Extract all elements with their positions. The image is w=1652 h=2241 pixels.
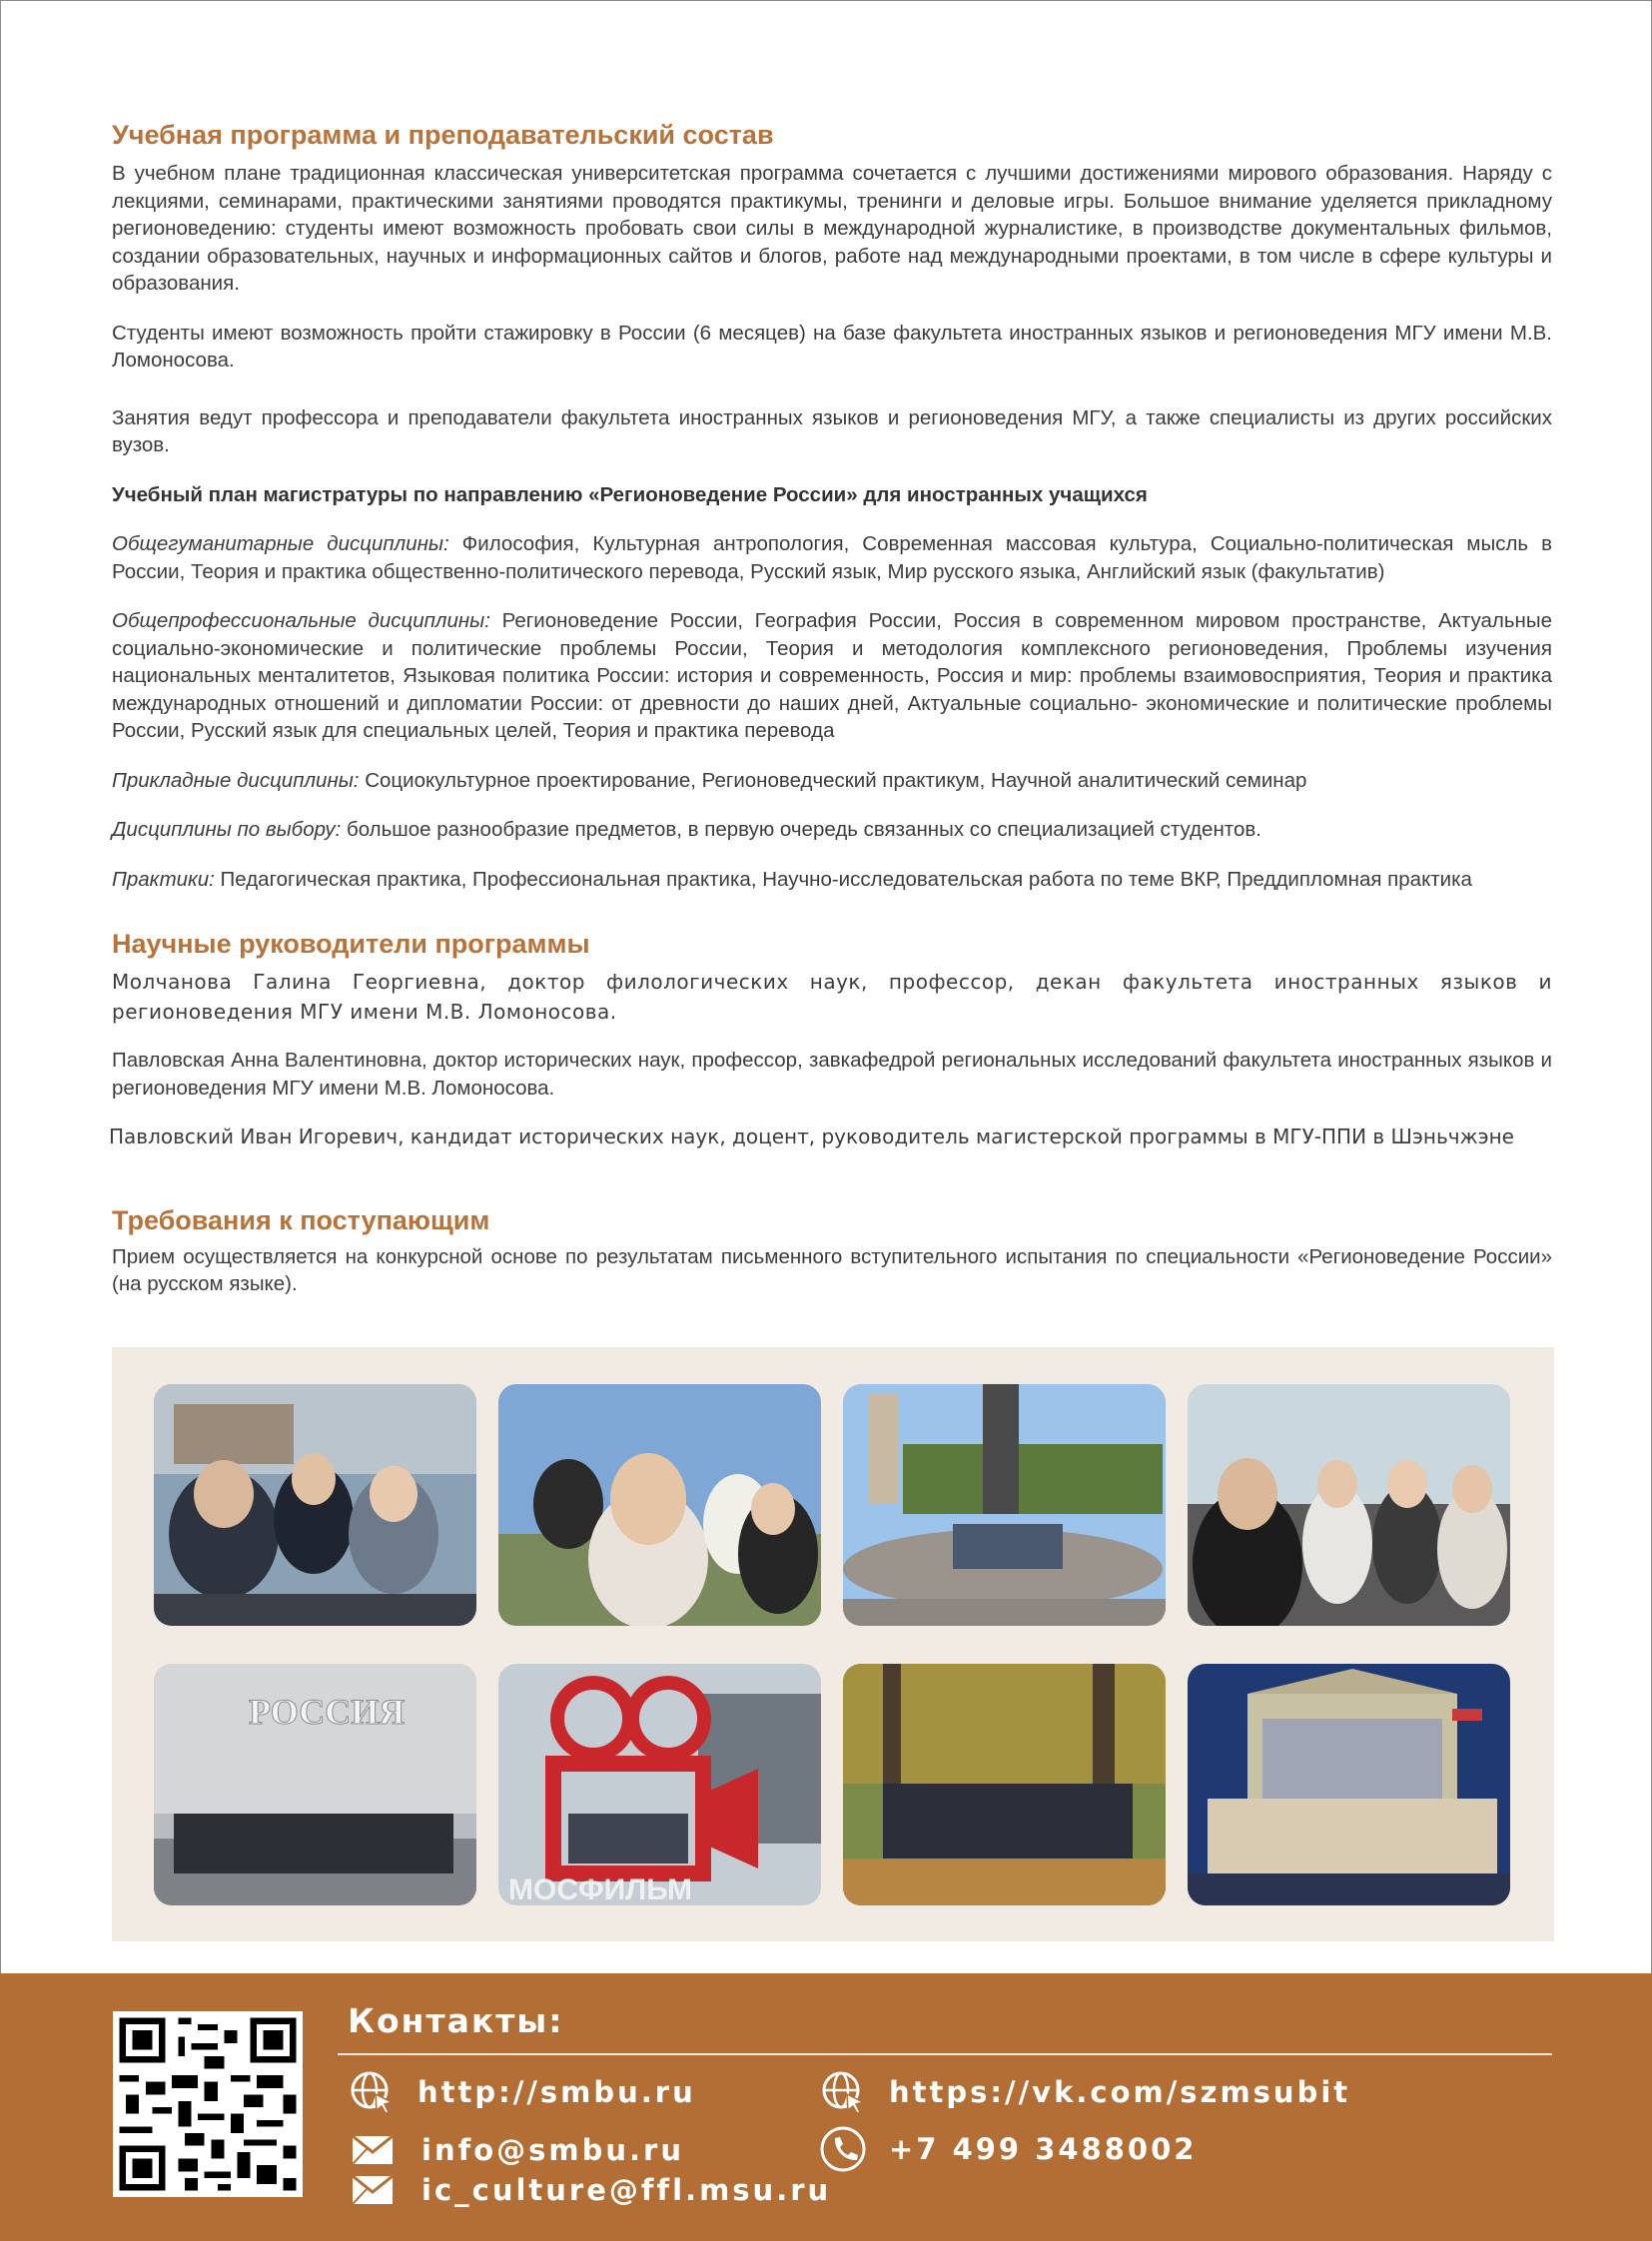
site-url[interactable]: http://smbu.ru xyxy=(417,2075,696,2109)
contacts-title: Контакты: xyxy=(348,2001,564,2040)
russia-sign: РОССИЯ xyxy=(249,1692,406,1732)
contacts-footer xyxy=(0,1973,1652,2241)
photo-monument-msu xyxy=(843,1384,1166,1626)
general-disciplines xyxy=(112,530,1552,585)
applied-disciplines-text: Социокультурное проектирование, Регионоведческий практикум, Научной аналитический семинар xyxy=(359,768,1307,792)
phone-number[interactable]: +7 499 3488002 xyxy=(889,2132,1198,2166)
photo-autumn-park xyxy=(843,1664,1166,1905)
photo-students-group-2 xyxy=(1188,1384,1510,1626)
professional-disciplines-text: Регионоведение России, География России, Россия в современном мировом пространстве, Актуальные социально-экономические и политические проблемы России, Теория и методология комплексного регионоведения, Проблемы изучения национальных менталитетов, Языковая политика России: история и современность, Россия и мир: проблемы взаимовосприятия, Теория и практика международных отношений и дипломатии России: от древности до наших дней, Актуальные социально- экономические и политические проблемы России, Русский язык для специальных целей, Теория и практика перевода xyxy=(112,609,1553,742)
requirements-text: Прием осуществляется на конкурсной основе по результатам письменного вступительного испытания по специальности «Регионоведение России» (на русском языке). xyxy=(112,1244,1552,1295)
email-2[interactable]: ic_culture@ffl.msu.ru xyxy=(421,2173,832,2207)
practices-label: Практики: xyxy=(112,867,215,891)
elective-disciplines xyxy=(112,816,1552,844)
email-1-link[interactable] xyxy=(352,2133,684,2167)
mail-icon xyxy=(352,2175,394,2205)
applied-disciplines xyxy=(112,767,1552,795)
contacts-divider xyxy=(338,2053,1552,2055)
photo-students-group-1 xyxy=(154,1384,476,1626)
supervisor-2: Павловская Анна Валентиновна, доктор исторических наук, профессор, завкафедрой региональных исследований факультета иностранных языков и регионоведения МГУ имени М.В. Ломоносова. xyxy=(112,1049,1552,1100)
globe-icon xyxy=(348,2068,396,2116)
elective-disciplines-label: Дисциплины по выбору: xyxy=(112,818,342,841)
email-1[interactable]: info@smbu.ru xyxy=(421,2133,684,2167)
curriculum-paragraph-3: Занятия ведут профессора и преподаватели факультета иностранных языков и регионоведения МГУ, а также специалисты из других российских вузов. xyxy=(112,405,1552,456)
photo-mosfilm xyxy=(498,1664,821,1905)
photo-students-selfie xyxy=(498,1384,821,1626)
photo-gallery xyxy=(112,1347,1554,1941)
professional-disciplines xyxy=(112,607,1552,745)
site-link[interactable] xyxy=(348,2068,696,2116)
curriculum-paragraph-1: В учебном плане традиционная классическая университетская программа сочетается с лучшими достижениями мирового образования. Наряду с лекциями, семинарами, практическими занятиями проводятся практикумы, тренинги и деловые игры. Большое внимание уделяется прикладному регионоведению: студенты имеют возможность пробовать свои силы в международной журналистике, в производстве документальных фильмов, создании образовательных, научных и информационных сайтов и блогов, работе над международными проектами, в том числе в сфере культуры и образования. xyxy=(112,162,1552,295)
mail-icon xyxy=(352,2135,394,2165)
professional-disciplines-label: Общепрофессиональные дисциплины: xyxy=(112,609,490,632)
phone-link[interactable] xyxy=(819,2125,1197,2173)
curriculum-paragraph-2: Студенты имеют возможность пройти стажировку в России (6 месяцев) на базе факультета иностранных языков и регионоведения МГУ имени М.В. Ломоносова. xyxy=(112,321,1552,372)
supervisor-1: Молчанова Галина Георгиевна, доктор филологических наук, профессор, декан факультета иностранных языков и регионоведения МГУ имени М.В. Ломоносова. xyxy=(112,970,1552,1024)
general-disciplines-label: Общегуманитарные дисциплины: xyxy=(112,532,449,555)
qr-code[interactable] xyxy=(113,2011,303,2197)
applied-disciplines-label: Прикладные дисциплины: xyxy=(112,768,360,792)
email-2-link[interactable] xyxy=(352,2173,831,2207)
curriculum-heading: Учебная программа и преподавательский состав xyxy=(112,120,774,150)
page-content xyxy=(109,118,1553,1298)
vk-link[interactable] xyxy=(819,2068,1350,2116)
phone-icon xyxy=(819,2125,867,2173)
requirements-heading: Требования к поступающим xyxy=(112,1204,490,1235)
supervisor-3: Павловский Иван Игоревич, кандидат исторических наук, доцент, руководитель магистерской программы в МГУ-ППИ в Шэньчжэне xyxy=(109,1124,1514,1148)
elective-disciplines-text: большое разнообразие предметов, в первую очередь связанных со специализацией студентов. xyxy=(341,818,1261,841)
study-plan-title: Учебный план магистратуры по направлению «Регионоведение России» для иностранных учащихся xyxy=(112,482,1148,506)
practices xyxy=(112,866,1552,894)
photo-russia-exhibition xyxy=(154,1664,476,1905)
globe-icon xyxy=(819,2068,867,2116)
practices-text: Педагогическая практика, Профессиональная практика, Научно-исследовательская работа по теме ВКР, Преддипломная практика xyxy=(214,867,1472,891)
general-disciplines-text: Философия, Культурная антропология, Современная массовая культура, Социально-политическая мысль в России, Теория и практика общественно-политического перевода, Русский язык, Мир русского языка, Английский язык (факультатив) xyxy=(112,532,1552,583)
vk-url[interactable]: https://vk.com/szmsubit xyxy=(889,2075,1351,2109)
supervisors-heading: Научные руководители программы xyxy=(112,929,590,959)
photo-bolshoi-night xyxy=(1188,1664,1510,1905)
mosfilm-sign: МОСФИЛЬМ xyxy=(508,1873,693,1905)
